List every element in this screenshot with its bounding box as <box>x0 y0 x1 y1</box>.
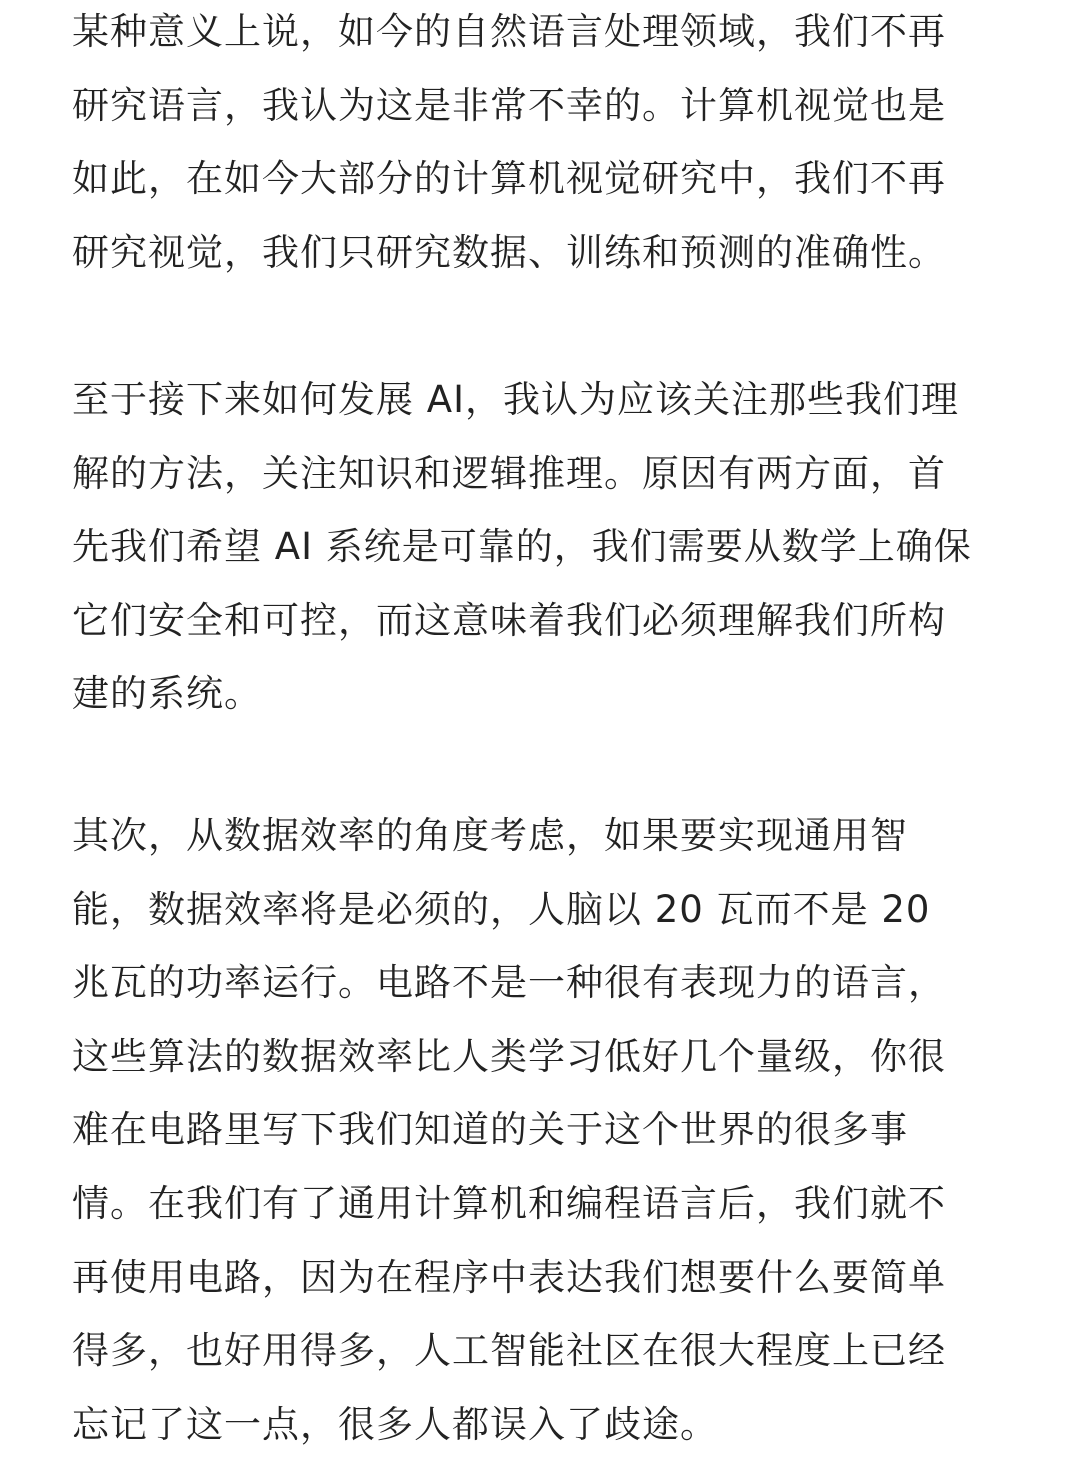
text-line: 如此，在如今大部分的计算机视觉研究中，我们不再 <box>72 157 946 201</box>
text-line: 兆瓦的功率运行。电路不是一种很有表现力的语言， <box>72 961 946 1005</box>
text-line: 再使用电路，因为在程序中表达我们想要什么要简单 <box>72 1255 946 1299</box>
text-line: 能，数据效率将是必须的，人脑以 20 瓦而不是 20 <box>72 887 931 931</box>
text-line: 它们安全和可控，而这意味着我们必须理解我们所构 <box>72 598 946 642</box>
paragraph-2 <box>72 363 972 731</box>
text-line: 其次，从数据效率的角度考虑，如果要实现通用智 <box>72 814 908 857</box>
text-line: 这些算法的数据效率比人类学习低好几个量级，你很 <box>72 1034 946 1078</box>
text-line: 某种意义上说，如今的自然语言处理领域，我们不再 <box>72 10 946 53</box>
text-line: 难在电路里写下我们知道的关于这个世界的很多事 <box>72 1108 908 1152</box>
text-line: 建的系统。 <box>72 672 262 716</box>
text-line: 情。在我们有了通用计算机和编程语言后，我们就不 <box>72 1181 946 1225</box>
text-line: 得多，也好用得多，人工智能社区在很大程度上已经 <box>72 1329 946 1373</box>
text-line: 先我们希望 AI 系统是可靠的，我们需要从数学上确保 <box>72 525 972 569</box>
text-line: 解的方法，关注知识和逻辑推理。原因有两方面，首 <box>72 451 946 495</box>
paragraph-1 <box>72 0 946 289</box>
text-line: 至于接下来如何发展 AI，我认为应该关注那些我们理 <box>72 378 959 421</box>
paragraph-3 <box>72 799 946 1461</box>
text-line: 忘记了这一点，很多人都误入了歧途。 <box>72 1402 718 1446</box>
text-line: 研究视觉，我们只研究数据、训练和预测的准确性。 <box>72 230 946 274</box>
text-line: 研究语言，我认为这是非常不幸的。计算机视觉也是 <box>72 83 946 127</box>
